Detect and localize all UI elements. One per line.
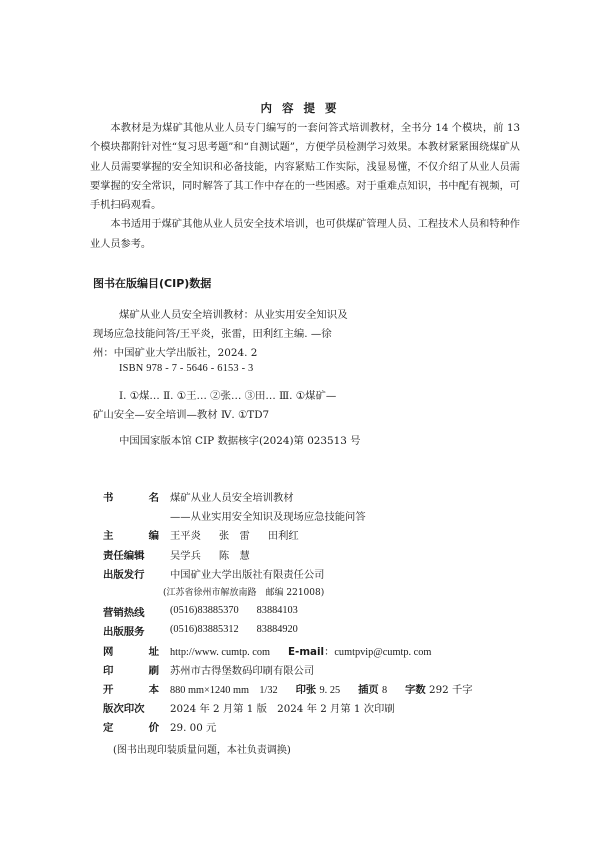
edition: 2024 年 2 月第 1 版 2024 年 2 月第 1 次印刷 [170,703,395,716]
imprint-row-format [103,681,543,700]
hotline-2: 83884103 [256,605,298,617]
website: http://www. cumtp. com [170,646,271,658]
imprint-row-editors [103,527,543,546]
cip-line-2: 现场应急技能问答/王平炎，张雷，田利红主编. —徐 [93,328,332,340]
printer: 苏州市古得堡数码印刷有限公司 [170,664,315,677]
cip-isbn: ISBN 978 - 7 - 5646 - 6153 - 3 [119,363,254,374]
words: 292 千字 [429,683,473,696]
cip-classification-2: 矿山安全—安全培训—教材 Ⅳ. ①TD7 [93,409,270,421]
email-label: E-mail [288,645,325,658]
printer-label: 印 刷 [103,664,159,677]
imprint-row-resp-editors [103,547,543,566]
summary-paragraph-2: 本书适用于煤矿其他从业人员安全技术培训，也可供煤矿管理人员、工程技术人员和特种作业人员参考。 [90,219,520,250]
cip-line-1: 煤矿从业人员安全培训教材：从业实用安全知识及 [119,309,348,321]
hotline-1: (0516)83885370 [170,605,239,617]
words-label: 字数 [405,683,426,696]
plates-label: 插页 [358,683,379,696]
imprint-table [103,489,543,738]
editor-2: 张 雷 [218,530,250,543]
service-1: (0516)83885312 [170,624,239,636]
format-label: 开 本 [103,683,159,696]
imprint-row-edition [103,700,543,719]
cip-classification-1: Ⅰ. ①煤… Ⅱ. ①王… ②张… ③田… Ⅲ. ①煤矿— [119,390,337,402]
cip-record-number: 中国国家版本馆 CIP 数据核字(2024)第 023513 号 [119,435,361,447]
imprint-row-price [103,719,543,738]
publisher-address: (江苏省徐州市解放南路 邮编 221008) [163,587,325,598]
imprint-row-subtitle [103,508,543,527]
resp-editor-1: 吴学兵 [170,549,201,562]
publisher-label: 出版发行 [103,568,145,581]
price: 29. 00 元 [170,722,217,735]
plates: 8 [381,684,388,696]
imprint-row-service [103,623,543,642]
imprint-row-address [103,585,543,604]
service-2: 83884920 [256,624,298,636]
service-label: 出版服务 [103,626,145,639]
resp-editor-2: 陈 慧 [218,549,250,562]
imprint-row-publisher [103,566,543,585]
sheets: 9. 25 [319,684,341,696]
imprint-row-title [103,489,543,508]
publisher: 中国矿业大学出版社有限责任公司 [170,568,325,581]
summary-title: 内 容 提 要 [260,101,340,115]
book-title: 煤矿从业人员安全培训教材 [170,492,294,504]
book-subtitle: ——从业实用安全知识及现场应急技能问答 [170,511,366,524]
editor-3: 田利红 [267,530,299,543]
format: 880 mm×1240 mm 1/32 [170,684,278,696]
summary-block [90,119,520,254]
editor-1: 王平炎 [170,530,201,543]
cip-line-3: 州：中国矿业大学出版社，2024. 2 [93,347,258,359]
hotline-label: 营销热线 [103,607,145,620]
website-label: 网 址 [103,645,159,658]
quality-note: (图书出现印装质量问题，本社负责调换) [113,745,291,756]
cip-title: 图书在版编目(CIP)数据 [93,277,212,290]
book-label: 书 名 [103,492,159,504]
email: ：cumtpvip@cumtp. com [324,646,432,658]
imprint-row-printer [103,662,543,681]
resp-editor-label: 责任编辑 [103,549,145,562]
imprint-row-hotline [103,604,543,623]
price-label: 定 价 [103,722,159,735]
editor-label: 主 编 [103,530,159,543]
imprint-row-website [103,643,543,662]
edition-label: 版次印次 [103,703,145,716]
sheets-label: 印张 [295,683,317,696]
summary-paragraph-1: 本教材是为煤矿其他从业人员专门编写的一套问答式培训教材，全书分 14 个模块，前 13 个模块都附针对性“复习思考题”和“自测试题”，方便学员检测学习效果。本教材紧紧围绕煤矿从业人员需要掌握的安全知识和必备技能，内容紧贴工作实际，浅显易懂，不仅介绍了从业人员需要掌握的安全常识，同时解答了其工作中存在的一些困惑。对于重难点知识，书中配有视频，可手机扫码观看。 [90,123,520,212]
